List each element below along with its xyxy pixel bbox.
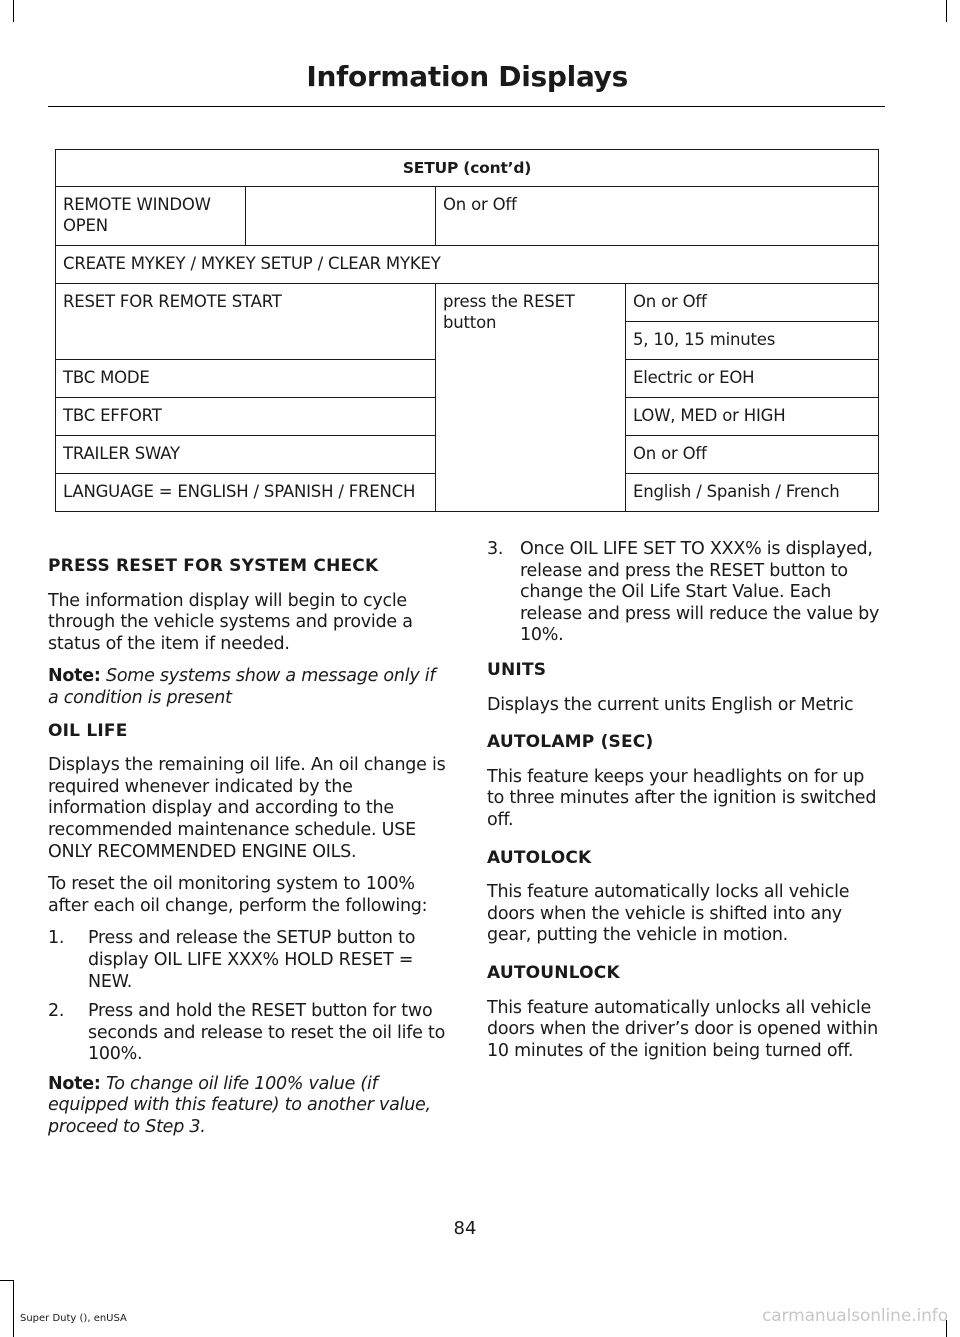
crop-mark-bottom-left-h bbox=[0, 1280, 13, 1281]
step-number: 3. bbox=[487, 539, 504, 559]
paragraph-units: Displays the current units English or Metric bbox=[487, 694, 854, 715]
heading-autolamp: AUTOLAMP (SEC) bbox=[487, 732, 654, 753]
page-number: 84 bbox=[453, 1218, 477, 1239]
step-text: Once OIL LIFE SET TO XXX% is displayed, release and press the RESET button to change the Oil Life Start Value. Each release and press will reduce the value by 10%. bbox=[520, 539, 880, 646]
paragraph-autolamp: This feature keeps your headlights on for up to three minutes after the ignition is switched off. bbox=[487, 766, 877, 830]
step-number: 2. bbox=[48, 1001, 65, 1022]
right-column bbox=[487, 539, 882, 1073]
table-cell: 5, 10, 15 minutes bbox=[626, 322, 879, 360]
heading-oil-life: OIL LIFE bbox=[48, 720, 128, 741]
list-item bbox=[48, 1001, 448, 1066]
note-label: Note: bbox=[48, 666, 101, 687]
step-text: Press and release the SETUP button to display OIL LIFE XXX% HOLD RESET = NEW. bbox=[88, 928, 416, 992]
edition-label: Super Duty (), enUSA bbox=[20, 1313, 127, 1324]
table-cell bbox=[246, 187, 436, 246]
note-text: To change oil life 100% value (if equipped with this feature) to another value, proceed to Step 3. bbox=[48, 1073, 431, 1138]
step-number: 1. bbox=[48, 928, 65, 949]
paragraph-reset-oil: To reset the oil monitoring system to 100% after each oil change, perform the following: bbox=[48, 874, 428, 916]
table-cell: REMOTE WINDOW OPEN bbox=[56, 187, 246, 246]
heading-autolock: AUTOLOCK bbox=[487, 847, 592, 868]
table-cell: English / Spanish / French bbox=[626, 474, 879, 512]
note-label: Note: bbox=[48, 1073, 101, 1094]
heading-system-check: PRESS RESET FOR SYSTEM CHECK bbox=[48, 556, 379, 576]
left-column bbox=[48, 556, 448, 1150]
step-text: Press and hold the RESET button for two seconds and release to reset the oil life to 100%. bbox=[88, 1001, 446, 1065]
table-cell: On or Off bbox=[626, 284, 879, 322]
crop-mark-bottom-left bbox=[13, 1280, 14, 1337]
table-cell: RESET FOR REMOTE START bbox=[56, 284, 436, 360]
note-text: Some systems show a message only if a condition is present bbox=[48, 666, 436, 708]
table-row bbox=[56, 284, 879, 322]
table-cell: TBC EFFORT bbox=[56, 398, 436, 436]
crop-mark-top-left bbox=[13, 0, 14, 22]
header-rule bbox=[48, 106, 885, 107]
table-cell: press the RESET button bbox=[436, 284, 626, 512]
heading-autounlock: AUTOUNLOCK bbox=[487, 962, 620, 983]
table-row bbox=[56, 187, 879, 246]
paragraph-autolock: This feature automatically locks all vehicle doors when the vehicle is shifted into any gear, putting the vehicle in motion. bbox=[487, 882, 850, 946]
note-system-check bbox=[48, 666, 448, 709]
table-cell: CREATE MYKEY / MYKEY SETUP / CLEAR MYKEY bbox=[56, 246, 879, 284]
table-cell: On or Off bbox=[436, 187, 879, 246]
watermark: carmanualsonline.info bbox=[761, 1306, 948, 1326]
table-cell: LANGUAGE = ENGLISH / SPANISH / FRENCH bbox=[56, 474, 436, 512]
table-title: SETUP (cont’d) bbox=[56, 150, 879, 187]
setup-table bbox=[55, 149, 879, 512]
list-item bbox=[487, 539, 882, 647]
heading-units: UNITS bbox=[487, 659, 547, 680]
paragraph-autounlock: This feature automatically unlocks all vehicle doors when the driver’s door is opened within 10 minutes of the ignition being turned off. bbox=[487, 997, 878, 1061]
table-row bbox=[56, 150, 879, 187]
table-cell: On or Off bbox=[626, 436, 879, 474]
table-cell: Electric or EOH bbox=[626, 360, 879, 398]
table-cell: LOW, MED or HIGH bbox=[626, 398, 879, 436]
table-cell: TBC MODE bbox=[56, 360, 436, 398]
table-cell: TRAILER SWAY bbox=[56, 436, 436, 474]
note-oil-life bbox=[48, 1074, 448, 1139]
table-row bbox=[56, 246, 879, 284]
section-title: Information Displays bbox=[306, 60, 628, 93]
crop-mark-top-right bbox=[946, 0, 947, 22]
paragraph-system-check: The information display will begin to cycle through the vehicle systems and provide a status of the item if needed. bbox=[48, 590, 413, 654]
paragraph-oil-life: Displays the remaining oil life. An oil change is required whenever indicated by the information display and according to the recommended maintenance schedule. USE ONLY RECOMMENDED ENGINE OILS. bbox=[48, 755, 446, 862]
list-item bbox=[48, 928, 448, 993]
